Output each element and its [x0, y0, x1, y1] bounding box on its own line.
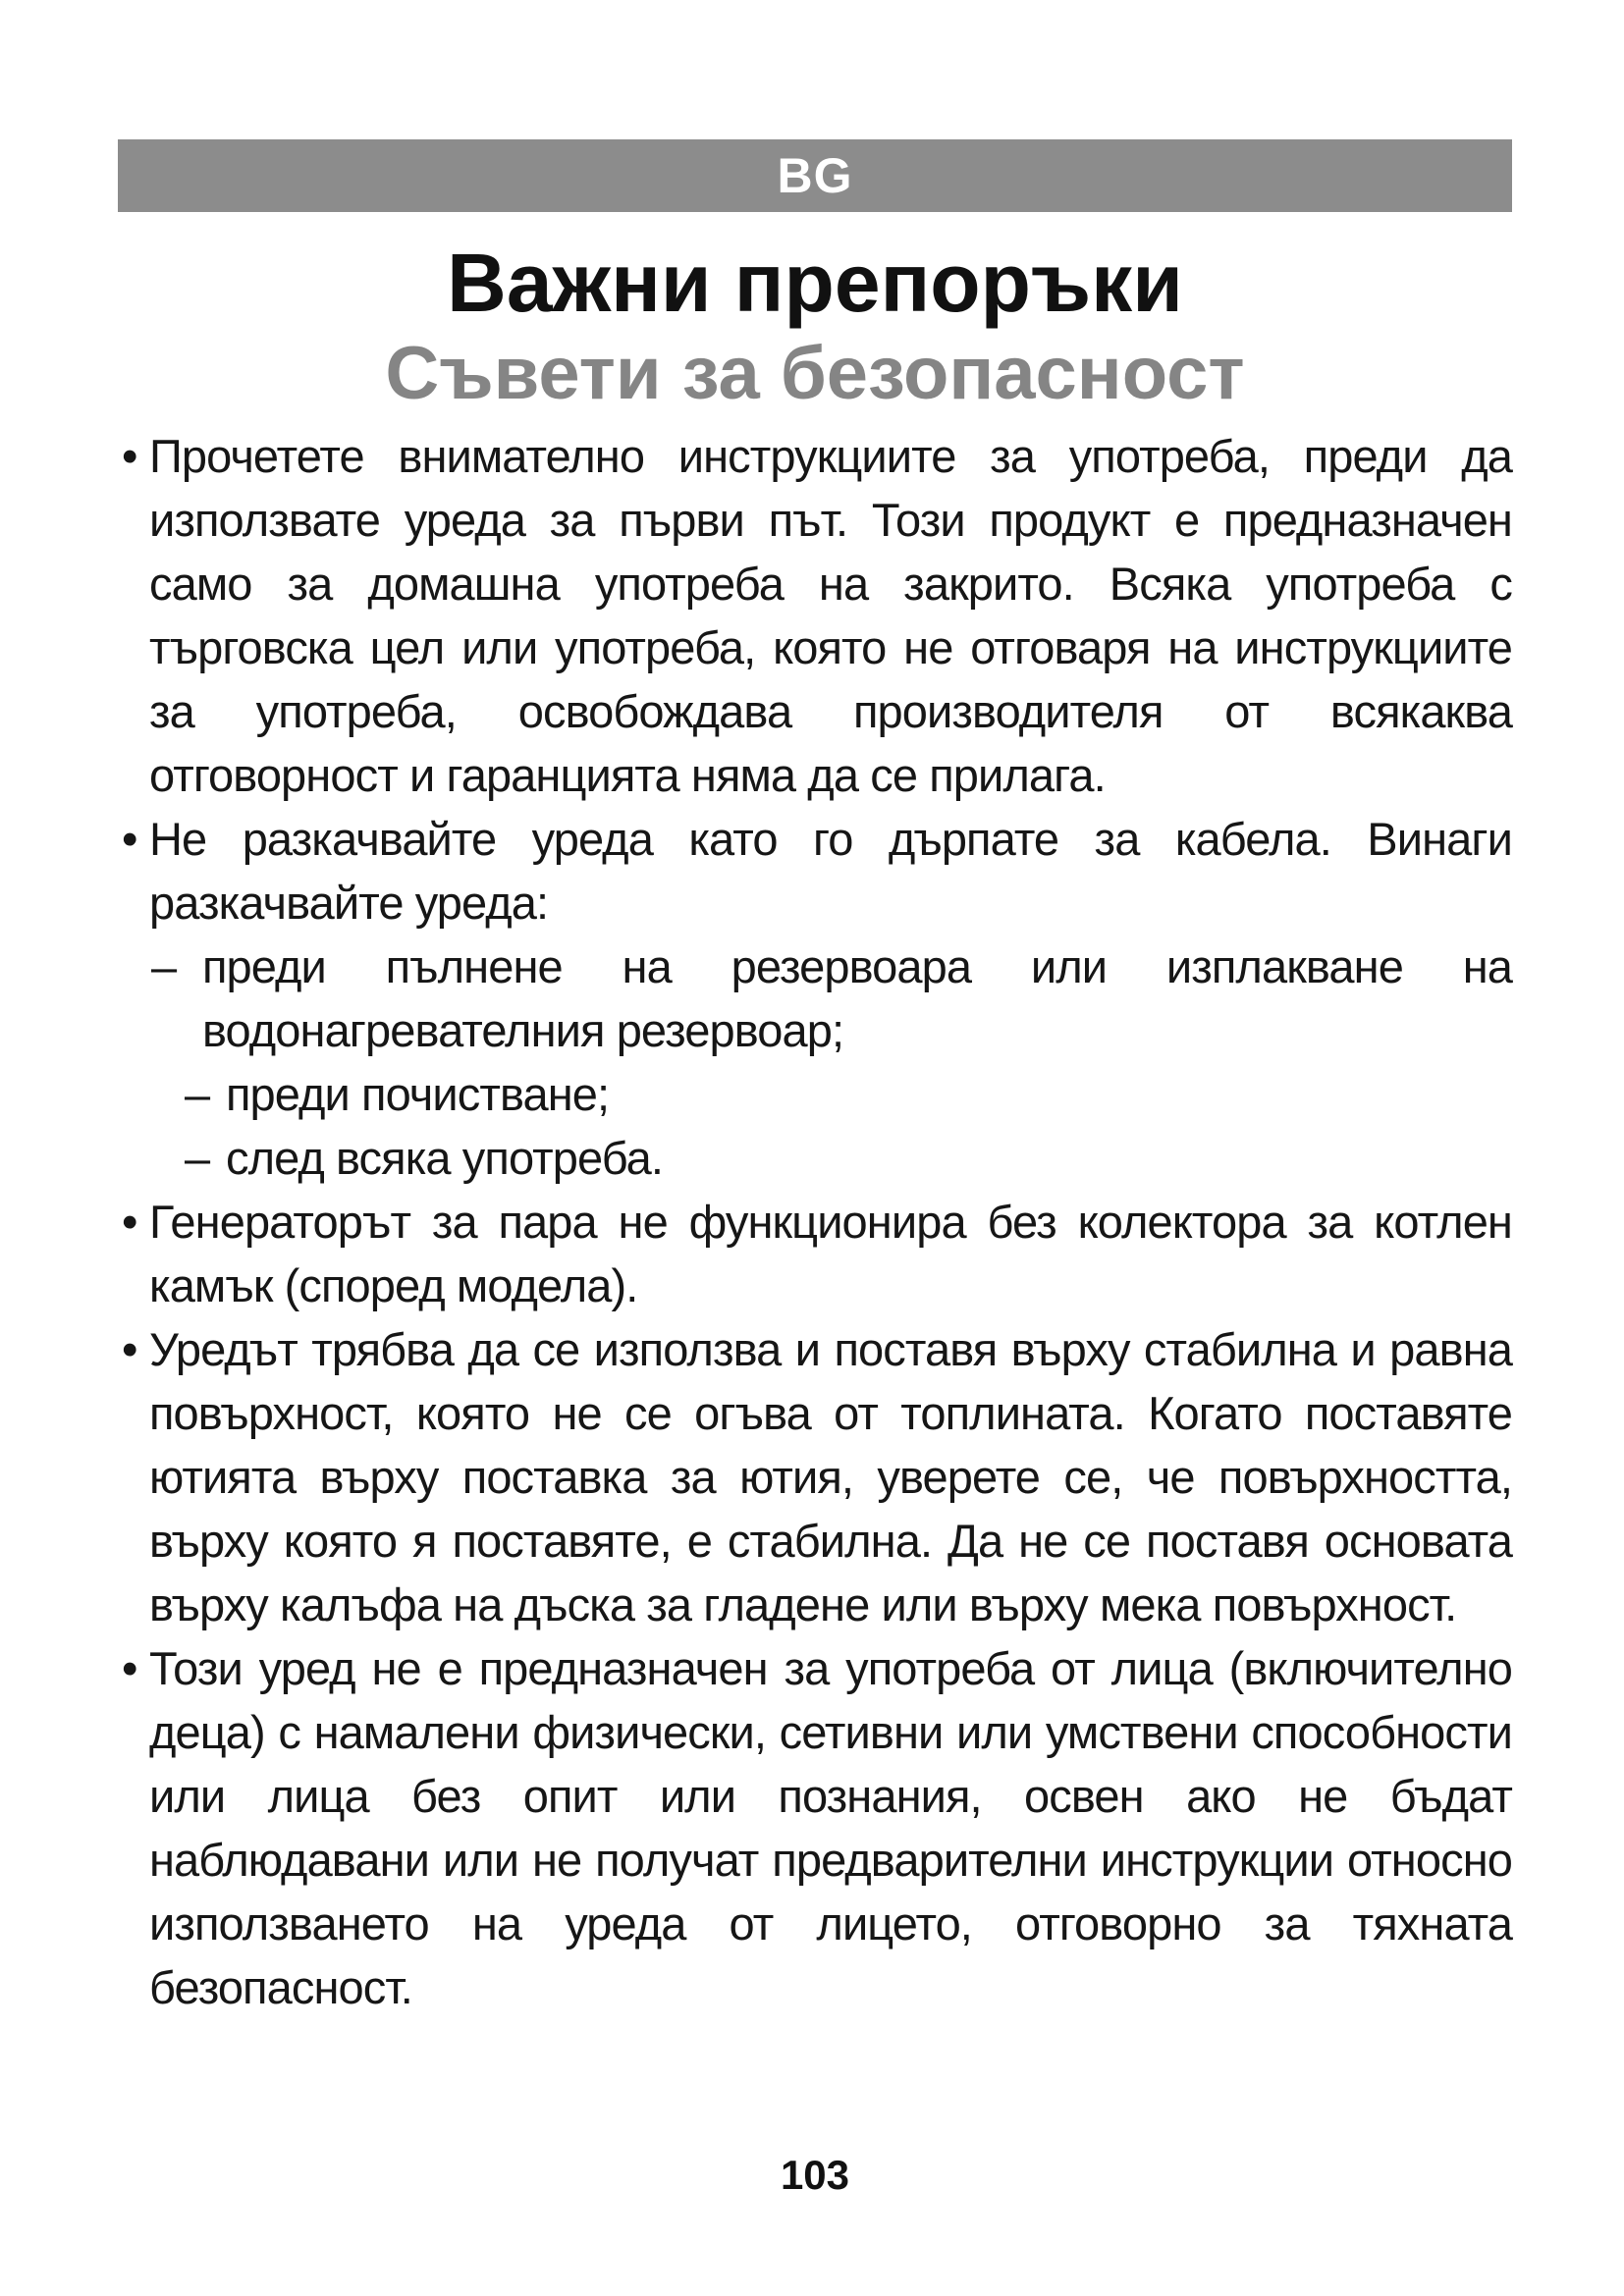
safety-item-1 — [118, 424, 1512, 807]
bullet-icon: • — [122, 430, 137, 482]
bullet-icon: • — [122, 813, 137, 865]
safety-item-text: Този уред не е предназначен за употреба от лица (включително деца) с намалени физически, сетивни или умствени способности или лица без опит или познания, освен ако не бъдат наблюдавани или не получат предварителни инструкции относно използването на уреда от лицето, отговорно за тяхната безопасност. — [149, 1642, 1512, 2013]
safety-item-4 — [118, 1317, 1512, 1636]
safety-subitem-text: преди пълнене на резервоара или изплакване на водонагревателния резервоар; — [202, 940, 1512, 1056]
dash-icon: – — [151, 940, 177, 992]
safety-item-text: Не разкачвайте уреда като го дърпате за кабела. Винаги разкачвайте уреда: — [149, 813, 1512, 929]
safety-list — [118, 424, 1512, 2019]
page-title: Важни препоръки — [447, 237, 1183, 329]
page-subtitle: Съвети за безопасност — [385, 332, 1245, 415]
language-bar — [118, 139, 1512, 212]
page-number: 103 — [780, 2152, 850, 2198]
safety-subitem-text: след всяка употреба. — [226, 1132, 664, 1184]
bullet-icon: • — [122, 1323, 137, 1375]
language-code: BG — [777, 148, 853, 203]
safety-subitem-1 — [118, 934, 1512, 1062]
safety-item-3 — [118, 1190, 1512, 1317]
safety-item-5 — [118, 1636, 1512, 2019]
bullet-icon: • — [122, 1642, 137, 1694]
safety-item-text: Прочетете внимателно инструкциите за употреба, преди да използвате уреда за първи път. Този продукт е предназначен само за домашна употреба на закрито. Всяка употреба с търговска цел или употреба, която не отговаря на инструкциите за употреба, освобождава производителя от всякаква отговорност и гаранцията няма да се прилага. — [149, 430, 1512, 801]
safety-subitem-text: преди почистване; — [226, 1068, 610, 1120]
dash-icon: – — [185, 1068, 210, 1120]
dash-icon: – — [185, 1132, 210, 1184]
safety-item-2 — [118, 807, 1512, 934]
safety-subitem-3 — [118, 1126, 1512, 1190]
safety-subitem-2 — [118, 1062, 1512, 1126]
bullet-icon: • — [122, 1196, 137, 1248]
safety-item-text: Генераторът за пара не функционира без колектора за котлен камък (според модела). — [149, 1196, 1512, 1311]
safety-item-text: Уредът трябва да се използва и поставя върху стабилна и равна повърхност, която не се огъва от топлината. Когато поставяте ютията върху поставка за ютия, уверете се, че повърхността, върху която я поставяте, е стабилна. Да не се поставя основата върху калъфа на дъска за гладене или върху мека повърхност. — [149, 1323, 1512, 1630]
